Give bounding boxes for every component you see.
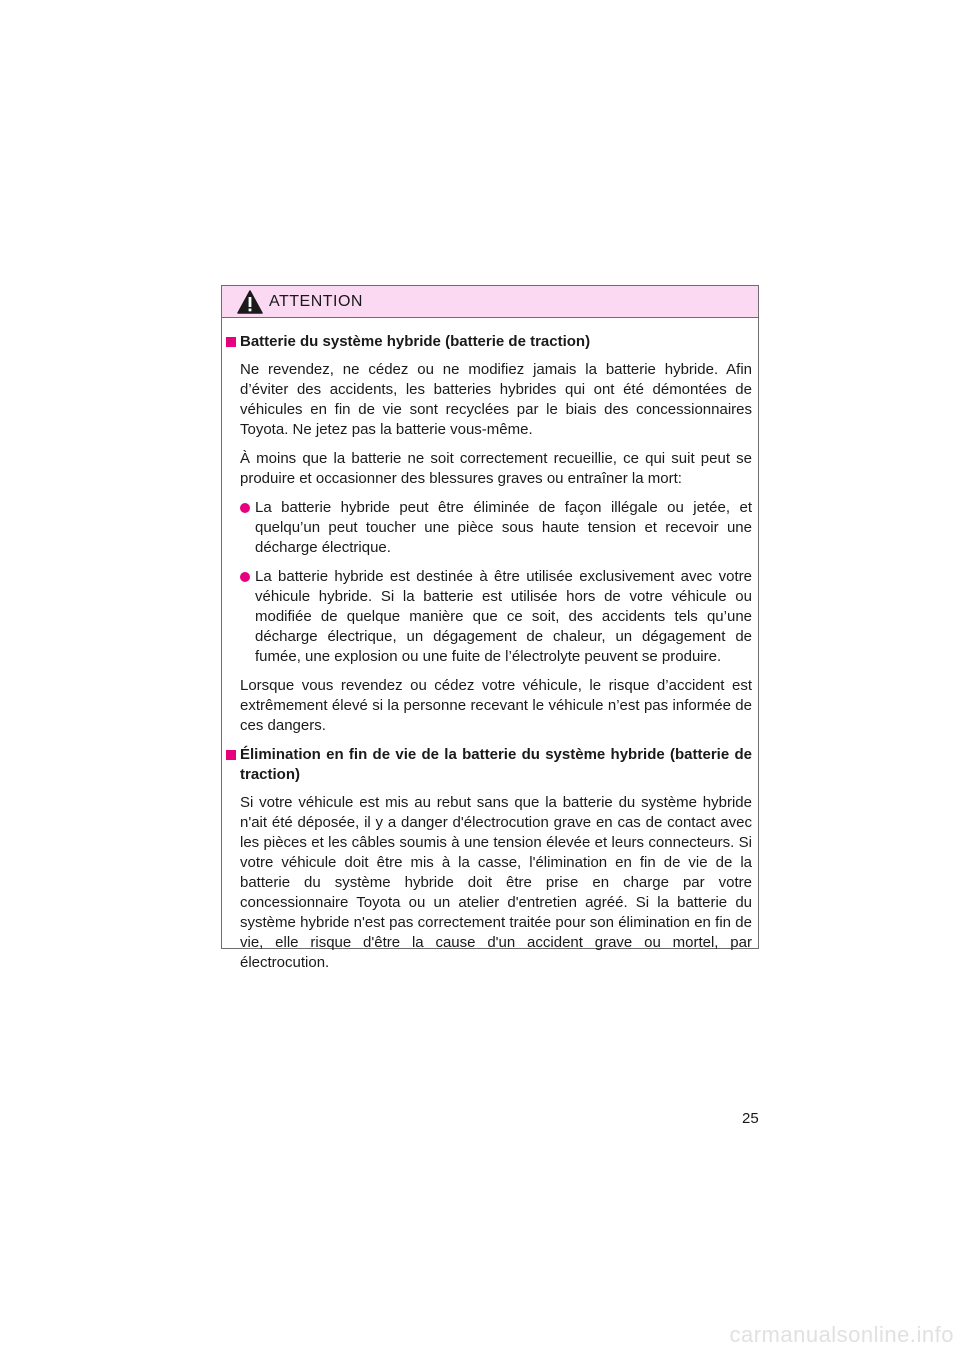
round-bullet-icon [240, 503, 250, 513]
watermark[interactable]: carmanualsonline.info [729, 1322, 954, 1347]
section-title-text: Élimination en fin de vie de la batterie du système hybride (batterie de traction) [240, 746, 752, 783]
list-item-text: La batterie hybride est destinée à être utilisée exclusivement avec votre véhicule hybride. Si la batterie est utilisée hors de votre véhicule ou modifiée de quelque manière que ce soit, des accidents tels qu’une décharge électrique, un dégagement de chaleur, un dégagement de fumée, une explosion ou une fuite de l’électrolyte peuvent se produire. [255, 568, 752, 665]
list-item [226, 498, 752, 558]
warning-triangle-icon [237, 290, 263, 314]
paragraph: À moins que la batterie ne soit correctement recueillie, ce qui suit peut se produire et occasionner des blessures graves ou entraîner la mort: [240, 450, 752, 487]
attention-header [222, 286, 758, 318]
attention-box [221, 285, 759, 971]
attention-title: ATTENTION [269, 292, 363, 310]
attention-content [222, 318, 758, 973]
paragraph: Ne revendez, ne cédez ou ne modifiez jamais la batterie hybride. Afin d’éviter des accidents, les batteries hybrides qui ont été démontées de véhicules en fin de vie sont recyclées par le biais des concessionnaires Toyota. Ne jetez pas la batterie vous-même. [240, 361, 752, 438]
page-number: 25 [742, 1110, 759, 1127]
section-title-disposal [226, 745, 752, 785]
round-bullet-icon [240, 572, 250, 582]
square-bullet-icon [226, 750, 236, 760]
square-bullet-icon [226, 337, 236, 347]
list-item-text: La batterie hybride peut être éliminée de façon illégale ou jetée, et quelqu’un peut toucher une pièce sous haute tension et recevoir une décharge électrique. [255, 499, 752, 556]
list-item [226, 567, 752, 667]
paragraph: Si votre véhicule est mis au rebut sans que la batterie du système hybride n'ait été déposée, il y a danger d'électrocution grave en cas de contact avec les pièces et les câbles soumis à une tension élevée et leurs connecteurs. Si votre véhicule doit être mis à la casse, l'élimination en fin de vie de la batterie du système hybride doit être prise en charge par votre concessionnaire Toyota ou un atelier d'entretien agréé. Si la batterie du système hybride n'est pas correctement traitée pour son élimination en fin de vie, elle risque d'être la cause d'un accident grave ou mortel, par électrocution. [240, 794, 752, 971]
section-title-battery [226, 332, 752, 352]
section-title-text: Batterie du système hybride (batterie de traction) [240, 333, 591, 350]
paragraph: Lorsque vous revendez ou cédez votre véhicule, le risque d’accident est extrêmement élevé si la personne recevant le véhicule n’est pas informée de ces dangers. [240, 677, 752, 734]
